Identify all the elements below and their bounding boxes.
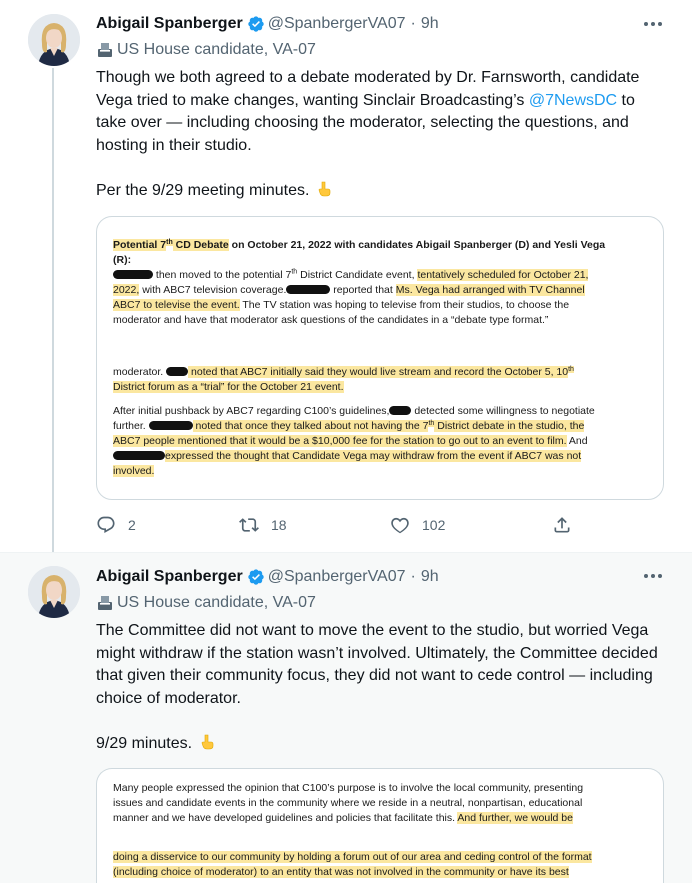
thread-connector-line bbox=[52, 68, 54, 554]
doc-line: issues and candidate events in the community where we reside in a neutral, nonpartisan, educational bbox=[113, 797, 583, 809]
timestamp[interactable]: 9h bbox=[420, 568, 439, 585]
doc-highlight: District debate in the studio, the bbox=[434, 420, 585, 432]
reply-count: 2 bbox=[128, 517, 136, 533]
doc-line: manner and we have developed guidelines and policies that facilitate this. bbox=[113, 812, 458, 824]
like-count: 102 bbox=[422, 517, 446, 533]
doc-highlight: ABC7 to televise the event. bbox=[113, 299, 240, 311]
doc-line: further. bbox=[113, 420, 149, 432]
document-text bbox=[113, 238, 643, 328]
more-options-icon[interactable] bbox=[640, 14, 666, 34]
like-button[interactable] bbox=[390, 515, 445, 535]
redaction-bar bbox=[149, 421, 193, 430]
doc-title-rest: (R): bbox=[113, 254, 132, 266]
ballot-box-icon bbox=[96, 594, 114, 612]
avatar[interactable] bbox=[28, 566, 80, 618]
doc-highlight: (including choice of moderator) to an entity that was not involved in the community or have its best bbox=[113, 866, 569, 878]
tweet-actions bbox=[96, 515, 666, 537]
backhand-index-pointing-down-emoji bbox=[199, 734, 215, 750]
doc-highlight: ABC7 people mentioned that it would be a $10,000 fee for the station to go out to an event to film. bbox=[113, 435, 567, 447]
retweet-count: 18 bbox=[271, 517, 287, 533]
doc-highlight: District forum as a “trial” for the October 21 event. bbox=[113, 381, 344, 393]
doc-title-rest: on October 21, 2022 with candidates Abigail Spanberger (D) and Yesli Vega bbox=[228, 239, 606, 251]
reply-button[interactable] bbox=[96, 515, 136, 535]
doc-line: moderator. bbox=[113, 366, 167, 378]
doc-line: District Candidate event, bbox=[297, 269, 418, 281]
tweet-text-part: The Committee did not want to move the event to the studio, but worried Vega might withdraw if the station wasn’t involved. Ultimately, the Committee decided that given their community focus, they did not want to cede control — including choice of moderator. bbox=[96, 622, 658, 707]
retweet-button[interactable] bbox=[239, 515, 287, 535]
retweet-icon bbox=[239, 515, 259, 535]
doc-highlight: Ms. Vega had arranged with TV Channel bbox=[395, 284, 585, 296]
doc-line: with ABC7 television coverage. bbox=[139, 284, 287, 296]
tweet[interactable] bbox=[0, 552, 692, 883]
backhand-index-pointing-down-emoji bbox=[316, 181, 332, 197]
tweet-text-part: to take over — including choosing the moderator, selecting the questions, and hosting in their studio. bbox=[96, 91, 635, 154]
tweet-header bbox=[96, 13, 439, 35]
tweet-text bbox=[96, 620, 666, 755]
doc-line: detected some willingness to negotiate bbox=[411, 405, 595, 417]
author-handle[interactable]: @SpanbergerVA07 bbox=[267, 15, 406, 32]
timestamp[interactable]: 9h bbox=[420, 15, 439, 32]
doc-superscript: th bbox=[428, 419, 435, 427]
more-options-icon[interactable] bbox=[640, 566, 666, 586]
tweet-header bbox=[96, 566, 439, 588]
doc-highlight: expressed the thought that Candidate Vega may withdraw from the event if ABC7 was not bbox=[165, 450, 582, 462]
doc-line: then moved to the potential 7 bbox=[153, 269, 292, 281]
separator-dot: · bbox=[410, 15, 416, 32]
author-name[interactable]: Abigail Spanberger bbox=[96, 568, 243, 585]
tweet-text-part: Though we both agreed to a debate moderated by Dr. Farnsworth, candidate Vega tried to make changes, wanting Sinclair Broadcasting’s bbox=[96, 69, 640, 109]
doc-line: The TV station was hoping to televise from their studios, to choose the bbox=[239, 299, 570, 311]
candidate-label-text: US House candidate, VA-07 bbox=[117, 594, 316, 611]
share-button[interactable] bbox=[552, 515, 572, 535]
doc-highlight: 2022, bbox=[113, 284, 140, 296]
separator-dot: · bbox=[410, 568, 416, 585]
doc-superscript: th bbox=[291, 268, 298, 276]
document-image-card[interactable] bbox=[96, 768, 664, 883]
doc-highlight: tentatively scheduled for October 21, bbox=[417, 269, 589, 281]
doc-title-highlight: Potential 7 bbox=[113, 239, 167, 251]
doc-line: Many people expressed the opinion that C100’s purpose is to involve the local community, presenting bbox=[113, 782, 584, 794]
doc-superscript: th bbox=[568, 365, 574, 373]
document-text bbox=[113, 365, 643, 479]
tweet-text bbox=[96, 67, 666, 202]
doc-superscript: th bbox=[166, 238, 173, 246]
heart-icon bbox=[390, 515, 410, 535]
doc-line: reported that bbox=[330, 284, 396, 296]
tweet-text-part: Per the 9/29 meeting minutes. bbox=[96, 181, 310, 199]
doc-line: After initial pushback by ABC7 regarding C100’s guidelines, bbox=[113, 405, 390, 417]
tweet-text-part: 9/29 minutes. bbox=[96, 734, 193, 752]
doc-highlight: And further, we would be bbox=[457, 812, 573, 824]
doc-line: moderator and have that moderator ask questions of the candidates in a “debate type format.” bbox=[113, 314, 549, 326]
reply-icon bbox=[96, 515, 116, 535]
avatar-image bbox=[28, 14, 80, 66]
share-icon bbox=[552, 515, 572, 535]
doc-line: And bbox=[566, 435, 588, 447]
redaction-bar bbox=[113, 451, 165, 460]
author-name[interactable]: Abigail Spanberger bbox=[96, 15, 243, 32]
document-text bbox=[113, 781, 643, 826]
redaction-bar bbox=[286, 285, 330, 294]
redaction-bar bbox=[166, 367, 188, 376]
ballot-box-icon bbox=[96, 41, 114, 59]
avatar[interactable] bbox=[28, 14, 80, 66]
verified-badge-icon[interactable] bbox=[247, 15, 265, 33]
avatar-image bbox=[28, 566, 80, 618]
doc-highlight: involved. bbox=[113, 465, 155, 477]
candidate-label bbox=[96, 592, 316, 614]
candidate-label-text: US House candidate, VA-07 bbox=[117, 41, 316, 58]
mention-link[interactable]: @7NewsDC bbox=[528, 91, 618, 109]
doc-highlight: doing a disservice to our community by holding a forum out of our area and ceding control of the format bbox=[113, 851, 592, 863]
candidate-label bbox=[96, 39, 316, 61]
document-image-card[interactable] bbox=[96, 216, 664, 500]
redaction-bar bbox=[113, 270, 153, 279]
verified-badge-icon[interactable] bbox=[247, 568, 265, 586]
document-text bbox=[113, 850, 643, 880]
author-handle[interactable]: @SpanbergerVA07 bbox=[267, 568, 406, 585]
doc-highlight: noted that once they talked about not having the 7 bbox=[192, 420, 429, 432]
doc-highlight: noted that ABC7 initially said they would live stream and record the October 5, 10 bbox=[188, 366, 569, 378]
redaction-bar bbox=[389, 406, 411, 415]
doc-title-highlight: CD Debate bbox=[172, 239, 229, 251]
